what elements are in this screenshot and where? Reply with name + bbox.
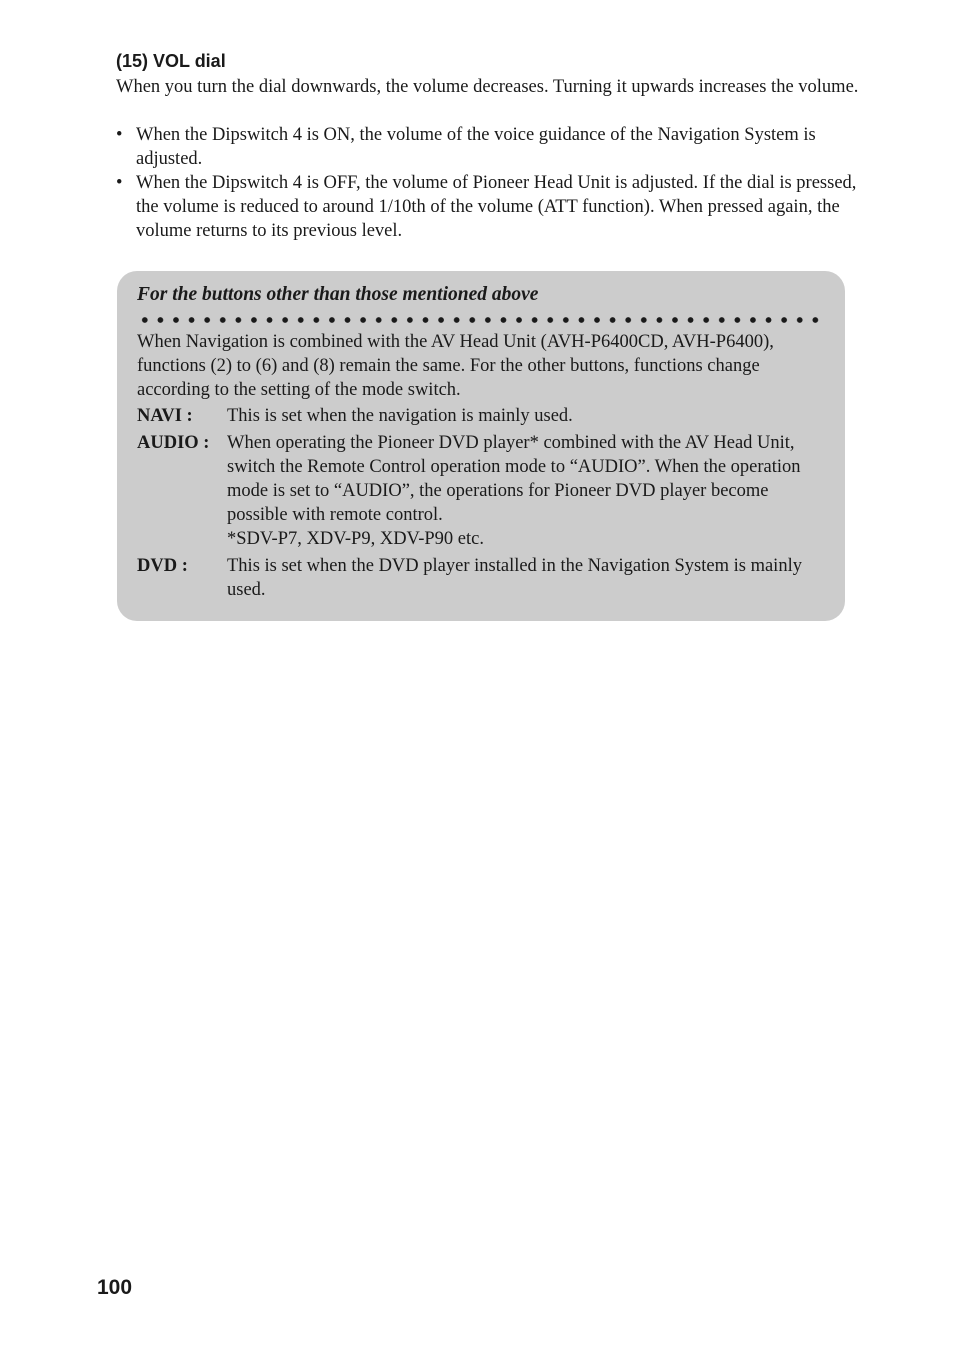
mode-description: When operating the Pioneer DVD player* combined with the AV Head Unit, switch the Remote Control operation mode to “AUDIO”. When the operation mode is set to “AUDIO”, the operations for Pioneer DVD player become possible with remote control. xyxy=(227,433,801,525)
dotted-divider xyxy=(137,317,825,323)
mode-row-navi xyxy=(137,404,825,428)
section-heading: (15) VOL dial xyxy=(116,51,226,71)
list-item xyxy=(116,123,876,171)
list-item-text: When the Dipswitch 4 is ON, the volume of the voice guidance of the Navigation System is adjusted. xyxy=(136,125,816,169)
bullet-marker: • xyxy=(116,125,123,145)
list-item-text: When the Dipswitch 4 is OFF, the volume of Pioneer Head Unit is adjusted. If the dial is pressed, the volume is reduced to around 1/10th of the volume (ATT function). When pressed again, the volume returns to its previous level. xyxy=(136,173,857,241)
mode-row-audio xyxy=(137,431,825,551)
mode-description-group xyxy=(227,431,825,551)
bullet-list xyxy=(116,123,876,243)
info-box-title: For the buttons other than those mentioned above xyxy=(137,284,539,305)
mode-description: This is set when the DVD player installed in the Navigation System is mainly used. xyxy=(227,556,802,600)
mode-list xyxy=(137,404,825,602)
info-box xyxy=(117,271,845,621)
list-item xyxy=(116,171,876,243)
bullet-marker: • xyxy=(116,173,123,193)
mode-row-dvd xyxy=(137,554,825,602)
intro-paragraph: When you turn the dial downwards, the volume decreases. Turning it upwards increases the volume. xyxy=(116,77,859,97)
info-box-body: When Navigation is combined with the AV Head Unit (AVH-P6400CD, AVH-P6400), functions (2) to (6) and (8) remain the same. For the other buttons, functions change according to the setting of the mode switch. xyxy=(137,332,774,400)
mode-footnote: *SDV-P7, XDV-P9, XDV-P90 etc. xyxy=(227,529,484,549)
mode-description: This is set when the navigation is mainly used. xyxy=(227,406,573,426)
mode-label: DVD : xyxy=(137,556,188,576)
page-number: 100 xyxy=(97,1276,133,1299)
mode-label: NAVI : xyxy=(137,406,193,426)
mode-label: AUDIO : xyxy=(137,433,210,453)
